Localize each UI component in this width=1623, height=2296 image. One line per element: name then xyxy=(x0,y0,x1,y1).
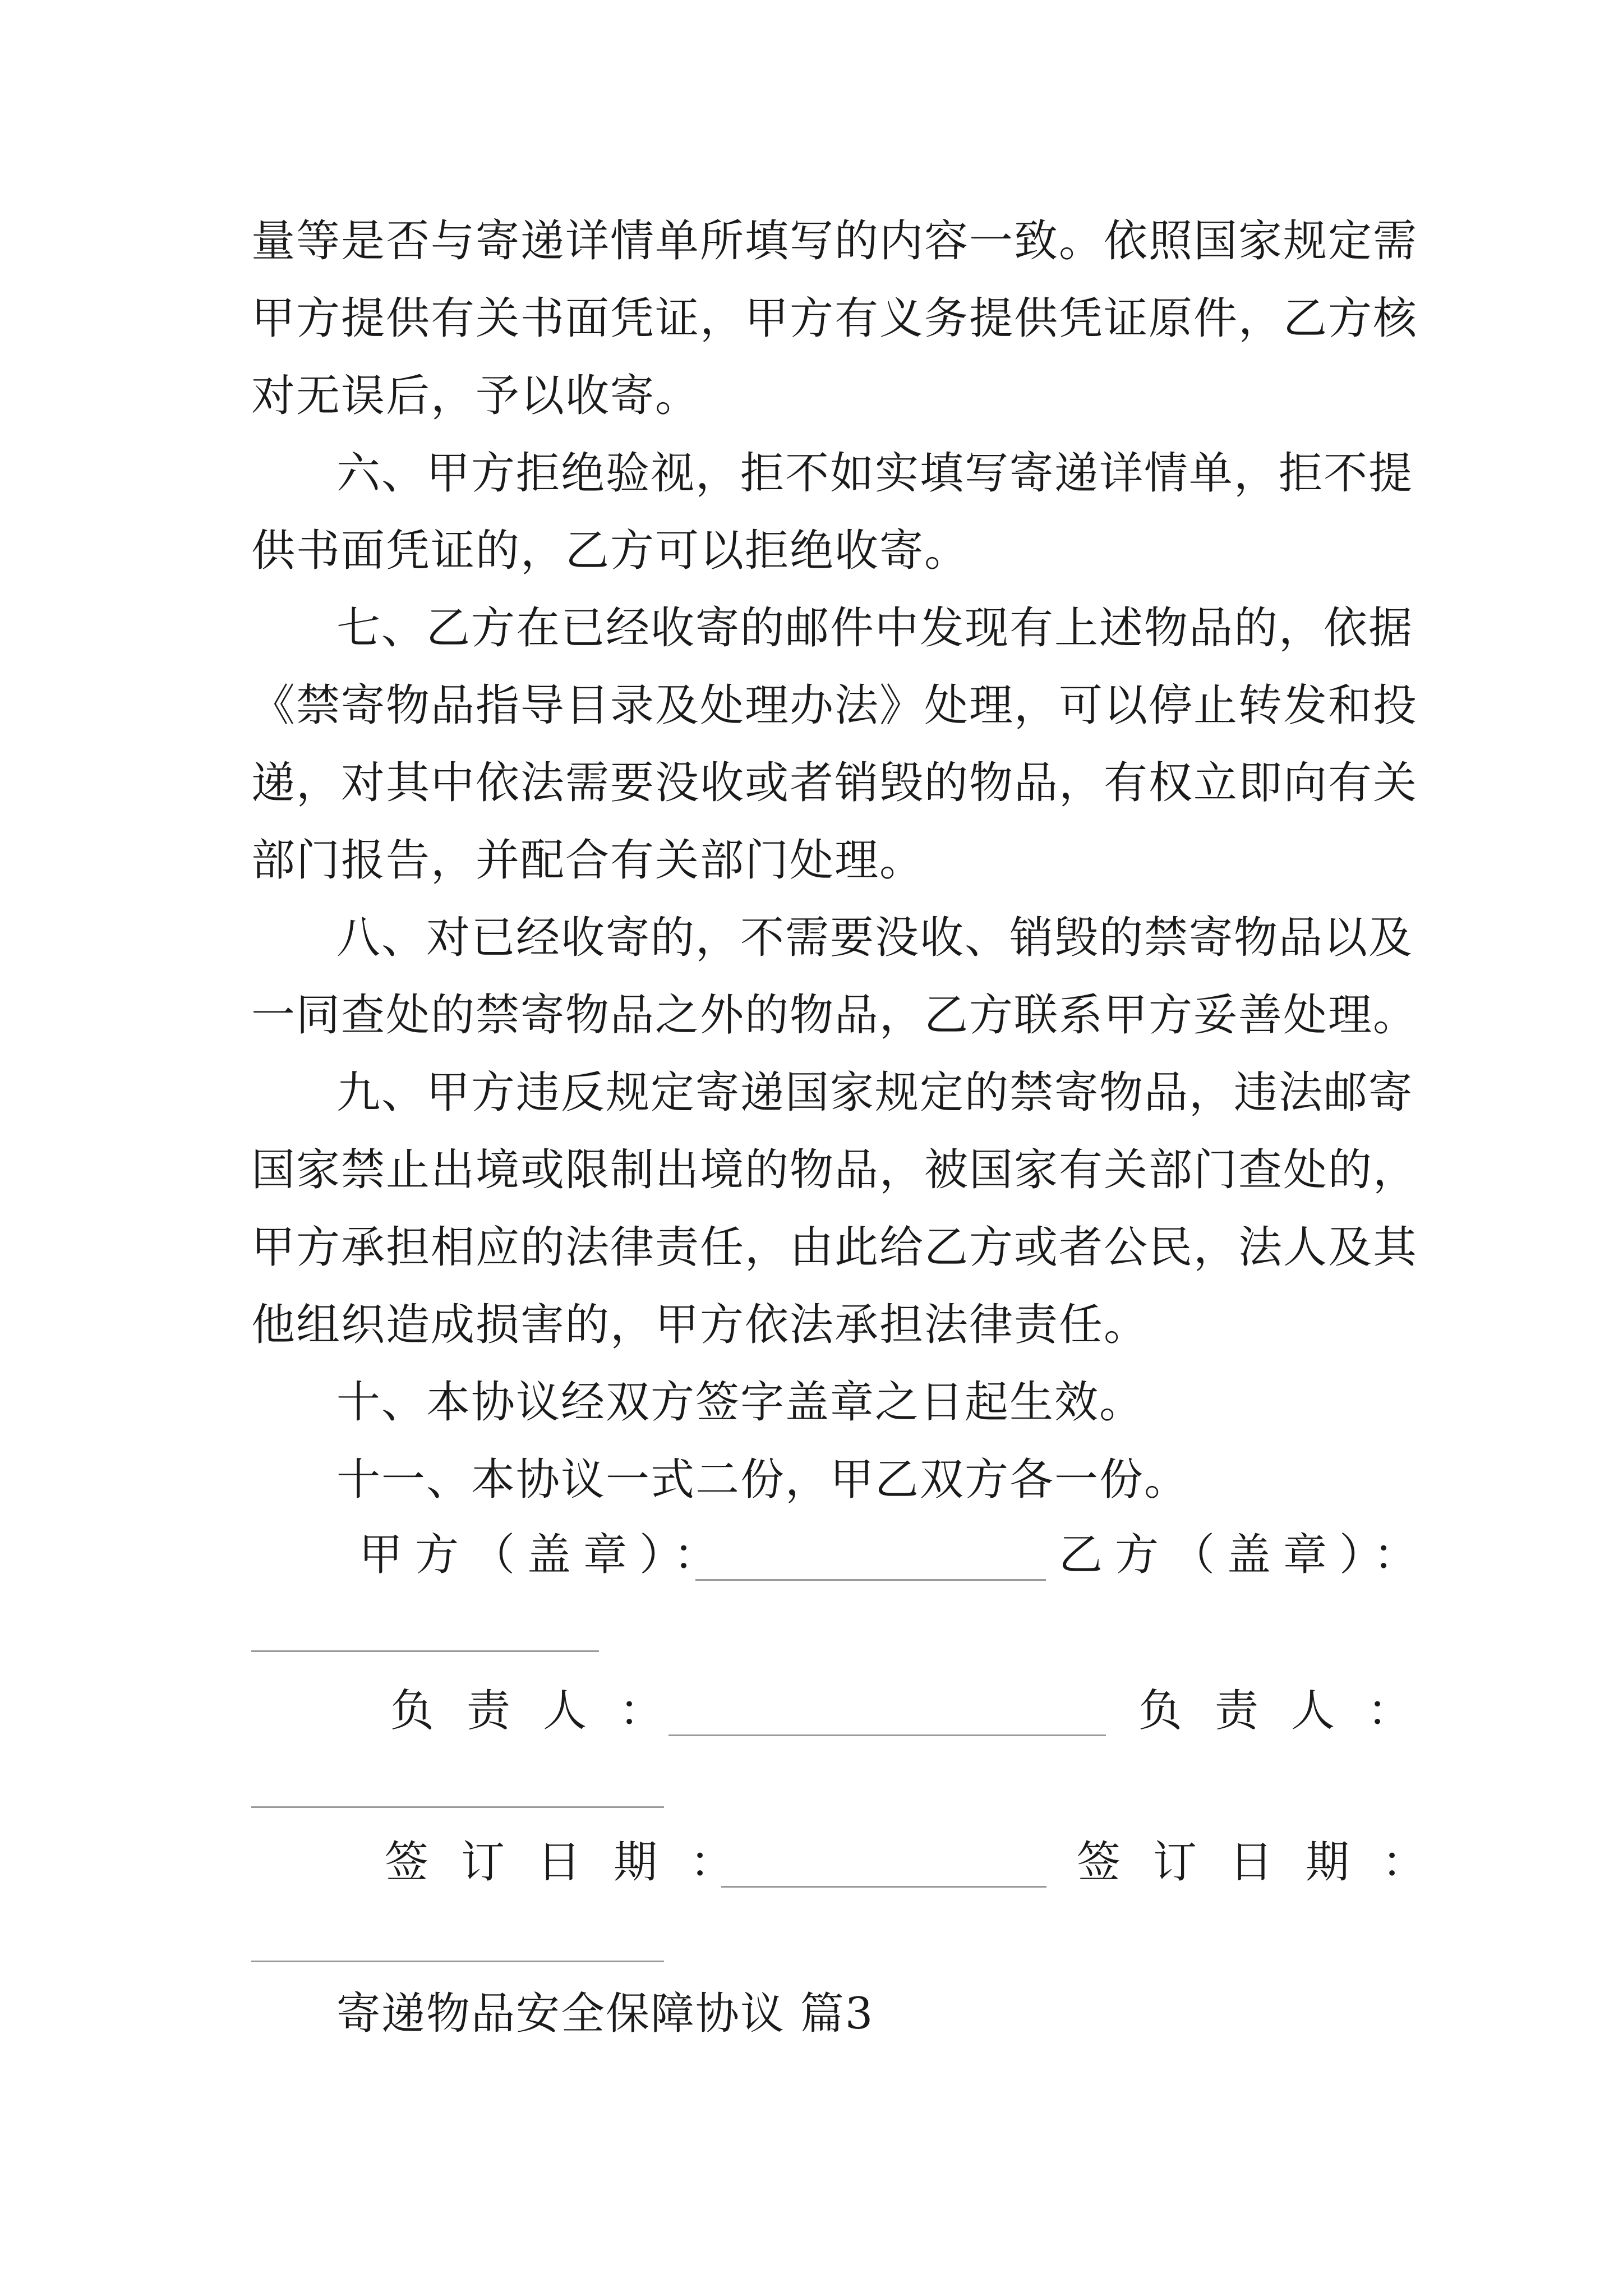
date-a-label: 签订日期： xyxy=(385,1837,767,1888)
body-line: 国家禁止出境或限制出境的物品，被国家有关部门查处的， xyxy=(251,1145,1418,1195)
next-section-heading: 寄递物品安全保障协议 篇3 xyxy=(336,1989,874,2039)
date-a-line xyxy=(721,1886,1046,1888)
responsible-b-line xyxy=(251,1806,664,1808)
body-line: 一同查处的禁寄物品之外的物品，乙方联系甲方妥善处理。 xyxy=(251,990,1418,1041)
party-a-seal-line xyxy=(695,1579,1046,1581)
body-line: 递，对其中依法需要没收或者销毁的物品，有权立即向有关 xyxy=(251,758,1418,808)
body-line: 对无误后，予以收寄。 xyxy=(251,371,700,421)
clause-six: 六、甲方拒绝验视，拒不如实填写寄递详情单，拒不提 xyxy=(336,448,1414,499)
body-line: 甲方承担相应的法律责任，由此给乙方或者公民，法人及其 xyxy=(251,1222,1418,1273)
clause-eight: 八、对已经收寄的，不需要没收、销毁的禁寄物品以及 xyxy=(336,913,1414,963)
body-line: 部门报告，并配合有关部门处理。 xyxy=(251,835,925,886)
party-a-seal-label: 甲方（盖章）： xyxy=(359,1530,730,1580)
party-b-seal-label: 乙方（盖章）： xyxy=(1059,1530,1430,1580)
date-b-line xyxy=(251,1961,664,1962)
responsible-a-label: 负责人： xyxy=(390,1686,696,1736)
responsible-a-line xyxy=(668,1734,1106,1736)
party-b-seal-line xyxy=(251,1650,599,1652)
clause-seven: 七、乙方在已经收寄的邮件中发现有上述物品的，依据 xyxy=(336,603,1414,654)
body-line: 甲方提供有关书面凭证，甲方有义务提供凭证原件，乙方核 xyxy=(251,293,1418,344)
date-b-label: 签订日期： xyxy=(1077,1837,1459,1888)
body-line: 他组织造成损害的，甲方依法承担法律责任。 xyxy=(251,1300,1149,1350)
body-line: 供书面凭证的，乙方可以拒绝收寄。 xyxy=(251,526,970,576)
body-line: 《禁寄物品指导目录及处理办法》处理，可以停止转发和投 xyxy=(251,680,1418,731)
clause-ten: 十、本协议经双方签字盖章之日起生效。 xyxy=(336,1377,1145,1428)
clause-nine: 九、甲方违反规定寄递国家规定的禁寄物品，违法邮寄 xyxy=(336,1068,1414,1118)
body-line: 量等是否与寄递详情单所填写的内容一致。依照国家规定需 xyxy=(251,216,1418,266)
clause-eleven: 十一、本协议一式二份，甲乙双方各一份。 xyxy=(336,1455,1189,1505)
responsible-b-label: 负责人： xyxy=(1138,1686,1444,1736)
